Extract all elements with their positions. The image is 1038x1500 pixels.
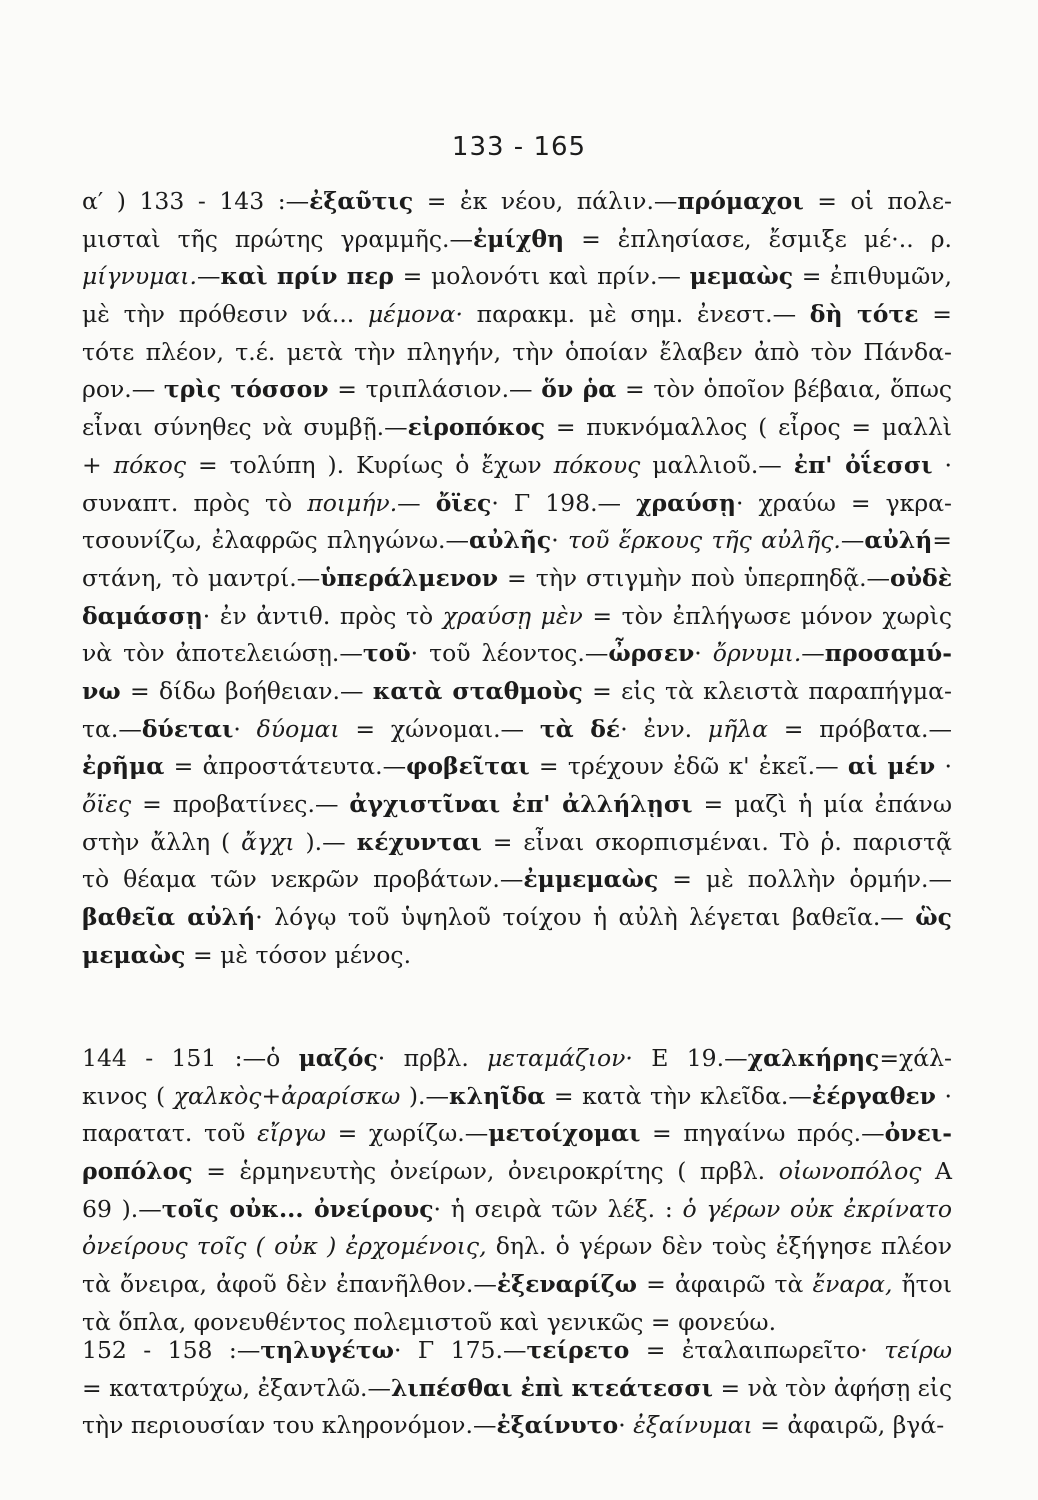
italic-citation: εἴργω bbox=[257, 1119, 326, 1148]
text-line bbox=[82, 899, 952, 937]
gloss-text: 69 ).— bbox=[82, 1194, 162, 1223]
italic-citation: μεταμάζιον· bbox=[487, 1044, 633, 1072]
gloss-text: =χάλ- bbox=[879, 1044, 952, 1072]
text-line bbox=[82, 1191, 952, 1229]
text-line bbox=[82, 598, 952, 636]
gloss-text: 144 - 151 :—ὁ bbox=[82, 1044, 299, 1072]
headword: αἱ μέν bbox=[847, 752, 936, 781]
gloss-text: · bbox=[551, 526, 569, 555]
gloss-text: = ἐταλαιπωρεῖτο· bbox=[629, 1336, 885, 1364]
text-line bbox=[82, 296, 952, 334]
headword: προσαμύ- bbox=[824, 639, 952, 668]
headword: ὣς bbox=[915, 903, 952, 932]
italic-citation: χραύσῃ μὲν bbox=[442, 601, 583, 630]
text-line bbox=[82, 861, 952, 899]
headword: ἀγχιστῖναι ἐπ' ἀλλήλῃσι bbox=[349, 790, 693, 818]
text-line bbox=[82, 1228, 952, 1266]
gloss-text: · bbox=[935, 752, 952, 781]
text-line bbox=[82, 673, 952, 711]
gloss-text: = ἀφαιρῶ τὰ bbox=[637, 1270, 813, 1299]
gloss-text: = μαζὶ ἡ μία ἐπάνω bbox=[692, 790, 952, 818]
gloss-text: = πυκνόμαλλος ( εἶρος = μαλλὶ bbox=[545, 413, 952, 442]
headword: κέχυνται bbox=[356, 827, 482, 856]
gloss-text: συναπτ. πρὸς τὸ bbox=[82, 488, 308, 517]
headword: εἰροπόκος bbox=[407, 413, 546, 442]
italic-citation: ὄρνυμι. bbox=[712, 639, 802, 668]
gloss-text: ).— bbox=[294, 827, 357, 856]
text-line bbox=[82, 522, 952, 560]
page-header: 133 - 165 bbox=[451, 132, 587, 162]
gloss-text: τσουνίζω, ἐλαφρῶς πληγώνω.— bbox=[82, 526, 469, 555]
text-line bbox=[82, 1266, 952, 1304]
gloss-text: μὲ τὴν πρόθεσιν νά... bbox=[82, 300, 368, 329]
headword: τὰ δέ bbox=[539, 714, 621, 743]
gloss-text: = πηγαίνω πρός.— bbox=[640, 1119, 885, 1148]
headword: τρὶς τόσσον bbox=[163, 375, 329, 404]
gloss-text: = πρόβατα.— bbox=[768, 714, 952, 743]
headword: ἐέργαθεν bbox=[811, 1081, 936, 1110]
text-line bbox=[82, 258, 952, 296]
gloss-text: τὰ ὄνειρα, ἀφοῦ δὲν ἐπανῆλθον.— bbox=[82, 1270, 497, 1299]
gloss-text: · bbox=[618, 1411, 634, 1440]
gloss-text: στὴν ἄλλη ( bbox=[82, 827, 242, 856]
gloss-text: — bbox=[801, 639, 825, 668]
italic-citation: μίγνυμαι. bbox=[82, 262, 197, 291]
gloss-text: = ἑρμηνευτὴς ὀνείρων, ὀνειροκρίτης ( πρβλ. bbox=[192, 1157, 779, 1186]
gloss-text: ).— bbox=[400, 1081, 450, 1110]
headword: κατὰ σταθμοὺς bbox=[372, 676, 583, 705]
gloss-text: + bbox=[82, 450, 114, 479]
text-line bbox=[82, 711, 952, 749]
headword: ροπόλος bbox=[82, 1157, 193, 1186]
italic-citation: ἔναρα, bbox=[812, 1270, 893, 1299]
text-line bbox=[82, 1115, 952, 1153]
gloss-text: τὸ θέαμα τῶν νεκρῶν προβάτων.— bbox=[82, 865, 524, 894]
gloss-text: = ἀφαιρῶ, βγά- bbox=[752, 1411, 945, 1440]
headword: ἐξαίνυτο bbox=[496, 1411, 619, 1440]
gloss-text: τότε πλέον, τ.έ. μετὰ τὴν πληγήν, τὴν ὁποίαν ἔλαβεν ἀπὸ τὸν Πάνδα- bbox=[82, 337, 952, 366]
headword: μετοίχομαι bbox=[488, 1119, 641, 1148]
text-line bbox=[82, 371, 952, 409]
gloss-text: τα.— bbox=[82, 714, 142, 743]
headword: λιπέσθαι ἐπὶ κτεάτεσσι bbox=[390, 1373, 714, 1402]
italic-citation: ὀνείρους τοῖς ( οὐκ ) ἐρχομένοις, bbox=[82, 1232, 487, 1261]
gloss-text: = bbox=[918, 300, 952, 329]
gloss-text: = bbox=[932, 526, 952, 555]
gloss-text: = οἱ πολε- bbox=[803, 187, 952, 215]
italic-citation: πόκος bbox=[113, 450, 186, 479]
gloss-text: — bbox=[196, 262, 221, 291]
text-line bbox=[82, 786, 952, 824]
gloss-text: = τὴν στιγμὴν ποὺ ὑπερπηδᾷ.— bbox=[498, 563, 891, 592]
gloss-text: = κατὰ τὴν κλεῖδα.— bbox=[545, 1081, 812, 1110]
italic-citation: ὁ γέρων οὐκ ἐκρίνατο bbox=[682, 1194, 952, 1223]
text-line bbox=[82, 1370, 952, 1408]
headword: οὐδὲ bbox=[890, 563, 952, 592]
text-line bbox=[82, 1078, 952, 1116]
gloss-text: = ἐπλησίασε, ἔσμιξε μέ·.. ρ. bbox=[564, 224, 952, 253]
paragraph-144-151 bbox=[82, 1040, 952, 1342]
headword: τοῦ bbox=[362, 639, 411, 668]
headword: ὦρσεν bbox=[608, 639, 695, 668]
italic-citation: ποιμήν. bbox=[307, 488, 398, 517]
headword: ἐμίχθη bbox=[473, 224, 565, 253]
text-line bbox=[82, 635, 952, 673]
headword: ὅν ῥα bbox=[541, 375, 617, 404]
headword: πρόμαχοι bbox=[677, 187, 804, 215]
gloss-text: παρακμ. μὲ σημ. ἐνεστ.— bbox=[462, 300, 810, 329]
italic-citation: οἰωνοπόλος bbox=[778, 1157, 922, 1186]
gloss-text: · Γ 198.— bbox=[491, 488, 637, 517]
gloss-text: μαλλιοῦ.— bbox=[640, 450, 794, 479]
gloss-text: — bbox=[840, 526, 865, 555]
gloss-text: = κατατρύχω, ἐξαντλῶ.— bbox=[82, 1373, 391, 1402]
gloss-text: · Γ 175.— bbox=[394, 1336, 527, 1364]
text-line bbox=[82, 183, 952, 221]
italic-citation: μέμονα· bbox=[367, 300, 463, 329]
text-line bbox=[82, 1407, 952, 1445]
italic-citation: ὄϊες bbox=[82, 790, 132, 818]
gloss-text: = προβατίνες.— bbox=[131, 790, 350, 818]
gloss-text: κινος ( bbox=[82, 1081, 174, 1110]
gloss-text: τὴν περιουσίαν του κληρονόμον.— bbox=[82, 1411, 497, 1440]
gloss-text: Ε 19.— bbox=[632, 1044, 748, 1072]
text-line bbox=[82, 334, 952, 372]
gloss-text: · ἐν ἀντιθ. πρὸς τὸ bbox=[202, 601, 443, 630]
gloss-text: παρατατ. τοῦ bbox=[82, 1119, 258, 1148]
gloss-text: = τολύπη ). Κυρίως ὁ ἔχων bbox=[186, 450, 554, 479]
headword: τείρετο bbox=[526, 1336, 630, 1364]
italic-citation: τοῦ ἕρκους τῆς αὐλῆς. bbox=[568, 526, 841, 555]
gloss-text: ἤτοι bbox=[892, 1270, 952, 1299]
gloss-text: = τριπλάσιον.— bbox=[328, 375, 542, 404]
italic-citation: χαλκὸς+ἀραρίσκω bbox=[173, 1081, 401, 1110]
gloss-text: = ἐκ νέου, πάλιν.— bbox=[413, 187, 678, 215]
gloss-text: Α bbox=[921, 1157, 952, 1186]
gloss-text: · ἡ σειρὰ τῶν λέξ. : bbox=[433, 1194, 683, 1223]
italic-citation: μῆλα bbox=[707, 714, 769, 743]
headword: τοῖς οὐκ... ὀνείρους bbox=[161, 1194, 434, 1223]
gloss-text: = μὲ πολλὴν ὁρμήν.— bbox=[658, 865, 952, 894]
headword: μαζός bbox=[298, 1044, 378, 1072]
text-line bbox=[82, 1332, 952, 1370]
headword: μεμαὼς bbox=[689, 262, 794, 291]
text-line bbox=[82, 485, 952, 523]
gloss-text: δηλ. ὁ γέρων δὲν τοὺς ἐξήγησε πλέον bbox=[486, 1232, 952, 1261]
italic-citation: τείρω bbox=[884, 1336, 952, 1364]
text-line bbox=[82, 221, 952, 259]
headword: δὴ τότε bbox=[809, 300, 919, 329]
gloss-text: = τὸν ἐπλήγωσε μόνον χωρὶς bbox=[582, 601, 952, 630]
italic-citation: πόκους bbox=[553, 450, 641, 479]
paragraph-152-158 bbox=[82, 1332, 952, 1445]
paragraph-133-143 bbox=[82, 183, 952, 974]
headword: ὀνει- bbox=[884, 1119, 952, 1148]
gloss-text: = ἐπιθυμῶν, bbox=[793, 262, 952, 291]
headword: ὑπεράλμενον bbox=[320, 563, 499, 592]
gloss-text: = μὲ τόσον μένος. bbox=[185, 940, 412, 969]
headword: ὄϊες bbox=[435, 488, 492, 517]
italic-citation: ἄγχι bbox=[241, 827, 295, 856]
text-line bbox=[82, 447, 952, 485]
gloss-text: · bbox=[233, 714, 257, 743]
headword: δαμάσσῃ bbox=[82, 601, 203, 630]
gloss-text: = νὰ τὸν ἀφήσῃ εἰς bbox=[713, 1373, 953, 1402]
gloss-text: · τοῦ λέοντος.— bbox=[410, 639, 609, 668]
gloss-text: = ἀπροστάτευτα.— bbox=[164, 752, 407, 781]
gloss-text: = εἶναι σκορπισμέναι. Τὸ ῥ. παριστᾷ bbox=[481, 827, 953, 856]
headword: δύεται bbox=[141, 714, 234, 743]
gloss-text: · λόγῳ τοῦ ὑψηλοῦ τοίχου ἡ αὐλὴ λέγεται βαθεῖα.— bbox=[255, 903, 916, 932]
gloss-text: = μολονότι καὶ πρίν.— bbox=[393, 262, 690, 291]
headword: βαθεῖα αὐλή bbox=[82, 903, 256, 932]
text-line bbox=[82, 560, 952, 598]
gloss-text: · πρβλ. bbox=[377, 1044, 488, 1072]
text-line bbox=[82, 409, 952, 447]
gloss-text: τὰ ὅπλα, φονευθέντος πολεμιστοῦ καὶ γενικῶς = φονεύω. bbox=[82, 1307, 777, 1336]
headword: ἐρῆμα bbox=[82, 752, 165, 781]
headword: μεμαὼς bbox=[82, 940, 186, 969]
headword: αὐλῆς bbox=[468, 526, 552, 555]
gloss-text: 152 - 158 :— bbox=[82, 1336, 261, 1364]
headword: χαλκήρης bbox=[747, 1044, 880, 1072]
gloss-text: μισταὶ τῆς πρώτης γραμμῆς.— bbox=[82, 224, 473, 253]
gloss-text: νὰ τὸν ἀποτελειώσῃ.— bbox=[82, 639, 363, 668]
gloss-text: ρον.— bbox=[82, 375, 164, 404]
text-line bbox=[82, 1153, 952, 1191]
gloss-text: = χώνομαι.— bbox=[339, 714, 540, 743]
gloss-text: = εἰς τὰ κλειστὰ παραπήγμα- bbox=[582, 676, 952, 705]
headword: χραύσῃ bbox=[636, 488, 736, 517]
gloss-text: · χραύω = γκρα- bbox=[735, 488, 952, 517]
headword: κληῖδα bbox=[449, 1081, 546, 1110]
headword: ἐμμεμαὼς bbox=[523, 865, 659, 894]
gloss-text: · bbox=[694, 639, 713, 668]
headword: φοβεῖται bbox=[406, 752, 530, 781]
headword: τηλυγέτω bbox=[260, 1336, 395, 1364]
headword: ἐπ' ὀΐεσσι bbox=[793, 450, 933, 479]
headword: ἐξαῦτις bbox=[309, 187, 414, 215]
gloss-text: · bbox=[936, 1081, 953, 1110]
gloss-text: στάνη, τὸ μαντρί.— bbox=[82, 563, 321, 592]
gloss-text: = δίδω βοήθειαν.— bbox=[120, 676, 373, 705]
gloss-text: = τρέχουν ἐδῶ κ' ἐκεῖ.— bbox=[529, 752, 848, 781]
headword: καὶ πρίν περ bbox=[220, 262, 394, 291]
gloss-text: = τὸν ὁποῖον βέβαια, ὅπως bbox=[616, 375, 953, 404]
gloss-text: — bbox=[397, 488, 436, 517]
italic-citation: ἐξαίνυμαι bbox=[633, 1411, 753, 1440]
gloss-text: α′ ) 133 - 143 :— bbox=[82, 187, 310, 215]
gloss-text: · bbox=[932, 450, 952, 479]
gloss-text: εἶναι σύνηθες νὰ συμβῇ.— bbox=[82, 413, 408, 442]
headword: ἐξεναρίζω bbox=[496, 1270, 638, 1299]
headword: αὐλή bbox=[864, 526, 933, 555]
gloss-text: = χωρίζω.— bbox=[325, 1119, 489, 1148]
italic-citation: δύομαι bbox=[256, 714, 340, 743]
text-line bbox=[82, 748, 952, 786]
gloss-text: · ἐνν. bbox=[620, 714, 708, 743]
text-line bbox=[82, 937, 952, 975]
text-line bbox=[82, 824, 952, 862]
headword: νω bbox=[82, 676, 121, 705]
text-line bbox=[82, 1040, 952, 1078]
